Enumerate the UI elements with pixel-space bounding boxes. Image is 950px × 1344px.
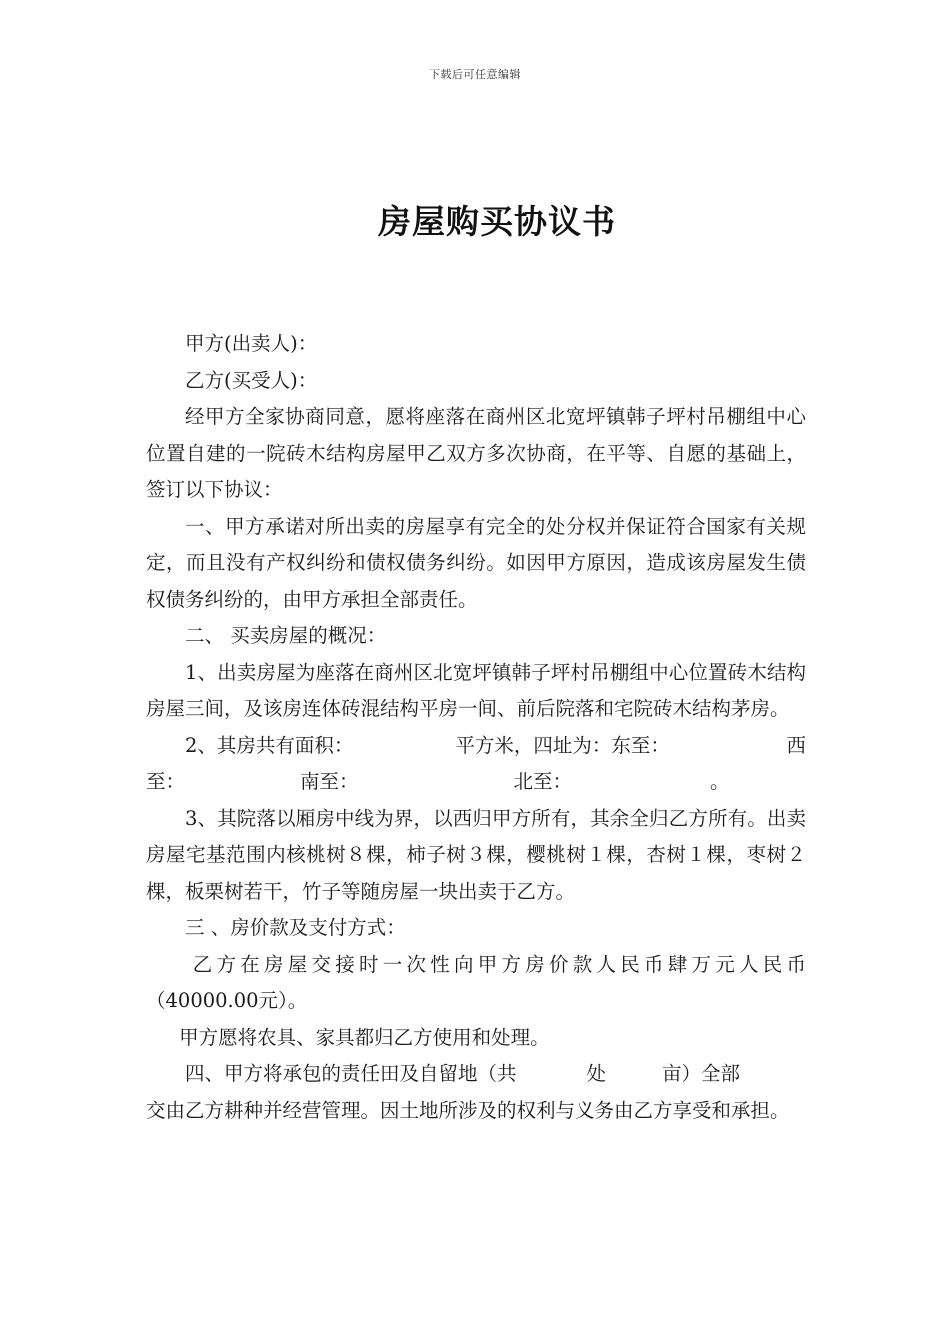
west-label: 西: [786, 733, 806, 757]
clause-4-part-2: 交由乙方耕种并经营管理。因土地所涉及的权利与义务由乙方享受和承担。: [146, 1098, 790, 1122]
west-label-end: 至：: [146, 770, 186, 793]
document-body: [146, 326, 806, 1129]
clause-2-item-2-line-1: [146, 728, 806, 765]
clause-2-item-1: 1、出卖房屋为座落在商州区北宽坪镇韩子坪村吊棚组中心位置砖木结构房屋三间，及该房连体砖混结构平房一间、前后院落和宅院砖木结构茅房。: [146, 660, 806, 720]
clause-4-unit-2: 亩）全部: [662, 1062, 741, 1085]
header-note: 下载后可任意编辑: [429, 68, 521, 81]
line-end-mark: 。: [710, 770, 730, 793]
intro-paragraph: 经甲方全家协商同意，愿将座落在商州区北宽坪镇韩子坪村吊棚组中心位置自建的一院砖木结构房屋甲乙双方多次协商，在平等、自愿的基础上，签订以下协议：: [146, 405, 806, 501]
clause-3-heading: 三 、房价款及支付方式：: [185, 916, 406, 939]
party-b-line: 乙方(买受人)：: [185, 368, 318, 392]
clause-3-payment: 乙方在房屋交接时一次性向甲方房价款人民币肆万元人民币（40000.00元）。: [146, 952, 806, 1012]
north-label: 北至：: [513, 770, 573, 793]
boundary-label: 平方米，四址为：东至：: [455, 733, 670, 757]
clause-4-part-1: 四、甲方将承包的责任田及自留地（共: [185, 1062, 517, 1085]
document-title: 房屋购买协议书: [378, 202, 616, 241]
clause-4-line-1: [146, 1056, 806, 1093]
clause-2-heading: 二、 买卖房屋的概况：: [185, 624, 387, 647]
south-label: 南至：: [300, 770, 359, 793]
party-a-line: 甲方(出卖人)：: [185, 332, 318, 355]
area-label: 2、其房共有面积：: [185, 733, 354, 757]
clause-1: 一、甲方承诺对所出卖的房屋享有完全的处分权并保证符合国家有关规定，而且没有产权纠纷和债权债务纠纷。如因甲方原因，造成该房屋发生债权债务纠纷的，由甲方承担全部责任。: [146, 514, 806, 611]
clause-3-tools: 甲方愿将农具、家具都归乙方使用和处理。: [179, 1025, 550, 1049]
clause-2-item-2-line-2: [146, 764, 806, 801]
clause-2-item-3: 3、其院落以厢房中线为界，以西归甲方所有，其余全归乙方所有。出卖房屋宅基范围内核桃树８棵，柿子树３棵，樱桃树１棵，杏树１棵，枣树２棵，板栗树若干，竹子等随房屋一块出卖于乙方。: [146, 806, 806, 903]
clause-4-unit-1: 处: [586, 1062, 607, 1085]
